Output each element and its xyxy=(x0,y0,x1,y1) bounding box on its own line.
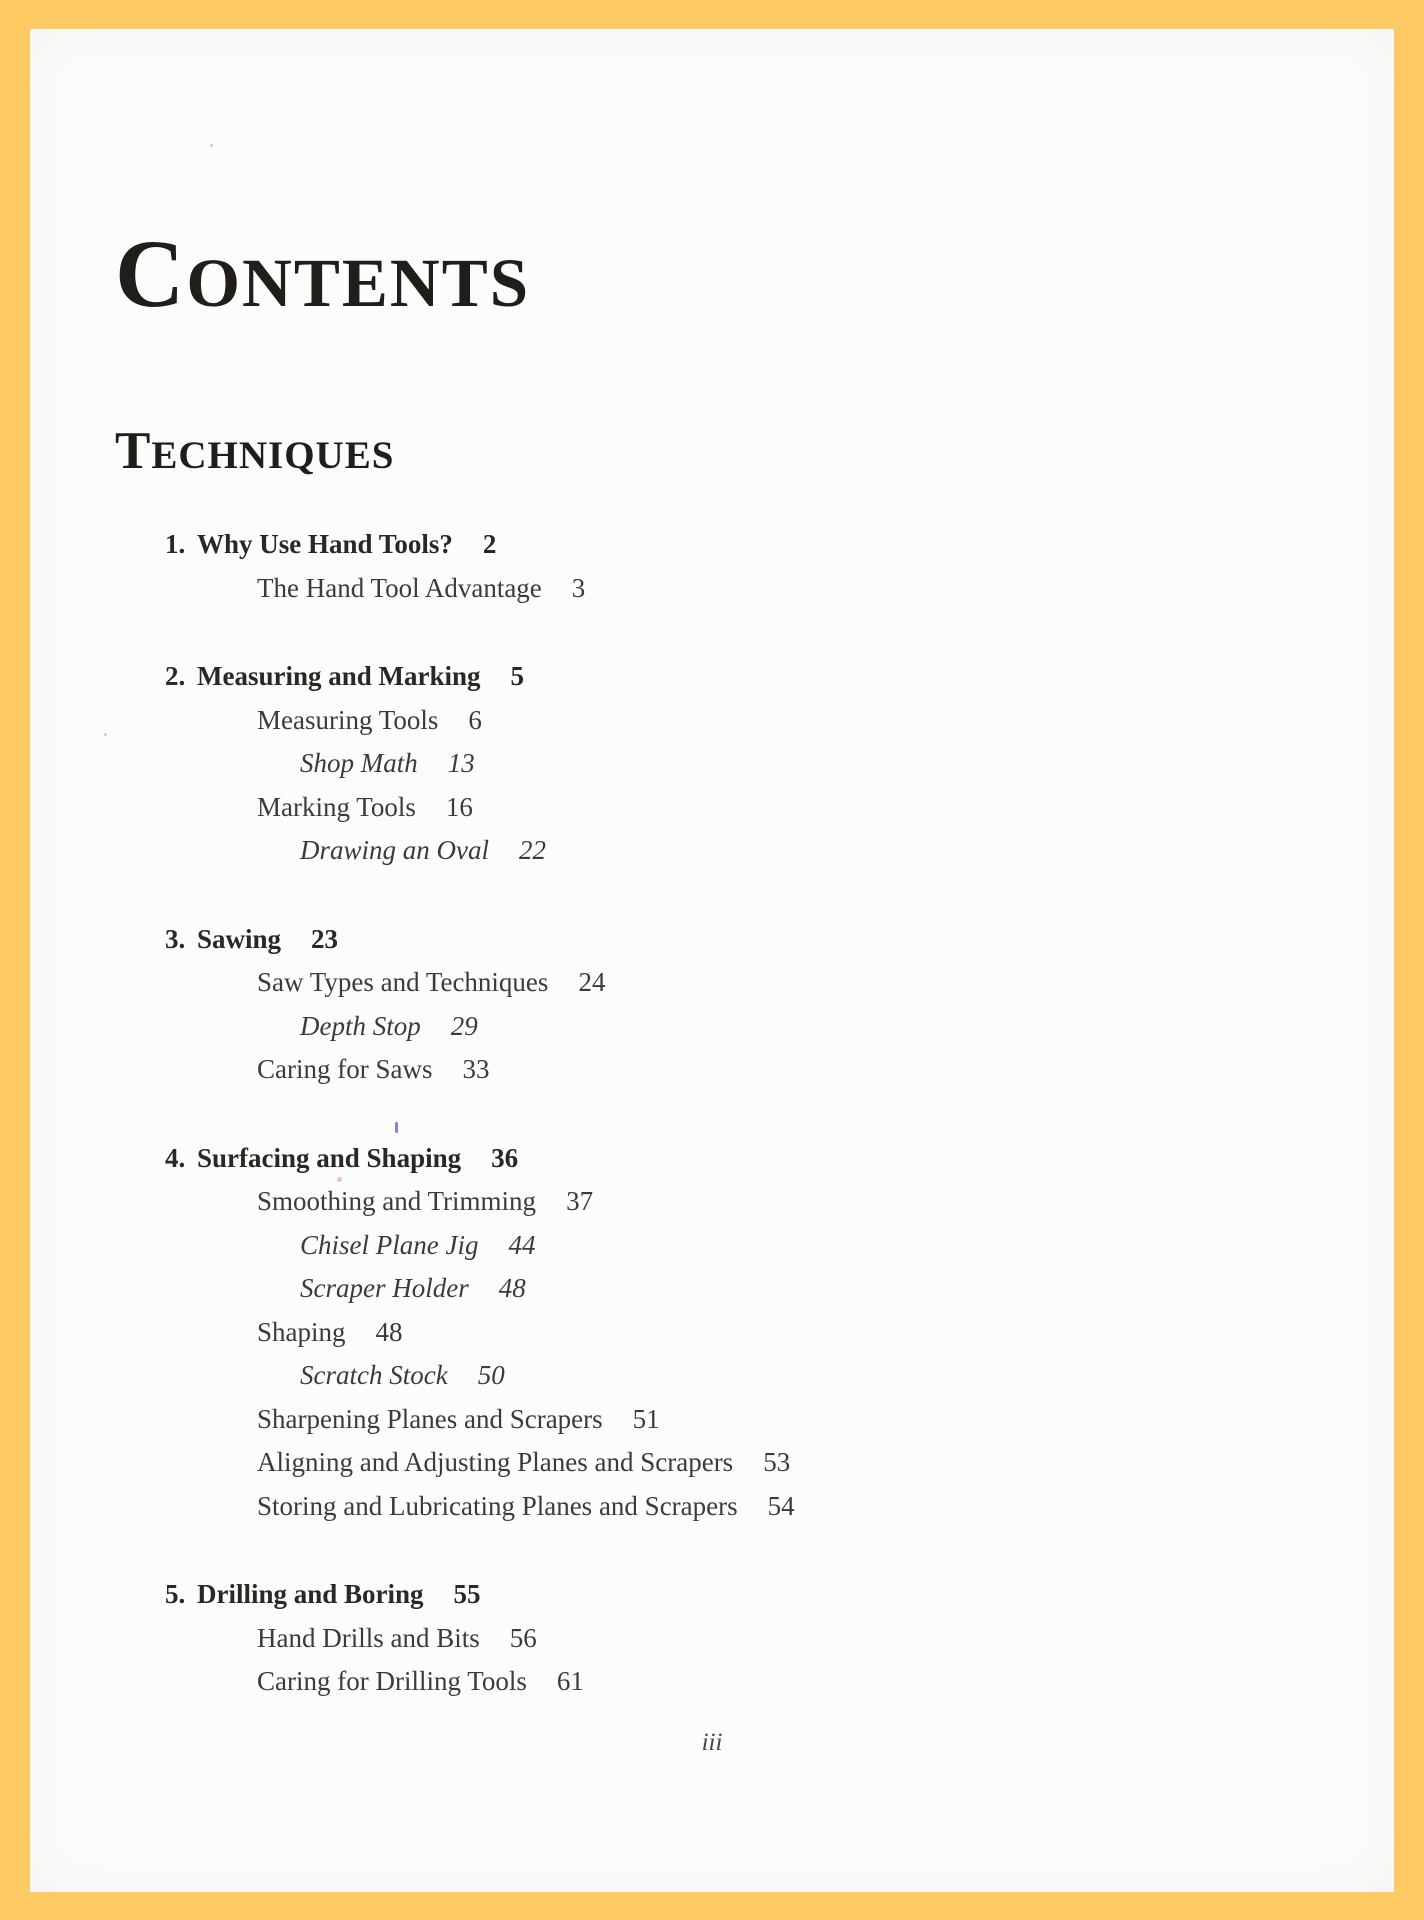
toc-entry-row xyxy=(30,1485,1394,1529)
chapter-page-number: 55 xyxy=(453,1579,481,1609)
page-surface xyxy=(30,29,1394,1892)
entry-page-number: 61 xyxy=(556,1666,584,1696)
chapter-number: 1. xyxy=(165,529,186,559)
entry-page-number: 33 xyxy=(462,1054,490,1084)
toc-entry-row xyxy=(30,1005,1394,1049)
toc-chapter xyxy=(30,918,1394,1092)
entry-label: Measuring Tools xyxy=(257,704,439,735)
entry-label: Drawing an Oval xyxy=(300,835,489,865)
chapter-title: Drilling and Boring xyxy=(197,1579,424,1609)
page-folio: iii xyxy=(701,1729,723,1756)
entry-label: Scratch Stock xyxy=(300,1360,448,1390)
entry-page-number: 50 xyxy=(477,1360,505,1390)
entry-page-number: 48 xyxy=(498,1273,526,1303)
toc-entry-row xyxy=(30,742,1394,786)
toc-chapter xyxy=(30,1573,1394,1704)
toc-entry-row xyxy=(30,1048,1394,1092)
entry-label: Aligning and Adjusting Planes and Scrapers xyxy=(257,1447,734,1477)
toc-entry-row xyxy=(30,1180,1394,1224)
page-title-initial: C xyxy=(115,220,187,327)
entry-page-number: 22 xyxy=(519,835,546,865)
entry-label: Saw Types and Techniques xyxy=(257,967,549,997)
section-heading-rest: ECHNIQUES xyxy=(151,434,395,477)
chapter-row xyxy=(30,655,1394,699)
entry-page-number: 13 xyxy=(447,748,475,778)
entry-page-number: 54 xyxy=(767,1490,795,1521)
entry-page-number: 3 xyxy=(571,572,586,603)
chapter-number: 5. xyxy=(165,1579,186,1609)
toc-entry-row xyxy=(30,1398,1394,1442)
toc-entry-row xyxy=(30,1311,1394,1355)
chapter-page-number: 36 xyxy=(491,1142,519,1173)
scan-artifact xyxy=(104,733,107,736)
chapter-row xyxy=(30,918,1394,962)
toc-entry-row xyxy=(30,699,1394,743)
entry-label: Caring for Drilling Tools xyxy=(257,1666,527,1696)
toc-entry-row xyxy=(30,1224,1394,1268)
entry-page-number: 48 xyxy=(375,1316,403,1347)
entry-page-number: 16 xyxy=(445,791,473,822)
entry-page-number: 29 xyxy=(450,1010,478,1041)
entry-page-number: 24 xyxy=(578,967,606,997)
chapter-row xyxy=(30,1137,1394,1181)
section-heading-initial: T xyxy=(115,422,152,480)
entry-page-number: 6 xyxy=(468,704,482,735)
entry-label: Caring for Saws xyxy=(257,1054,433,1084)
entry-label: Smoothing and Trimming xyxy=(257,1186,537,1216)
toc-entry-row xyxy=(30,829,1394,873)
entry-page-number: 56 xyxy=(509,1622,537,1653)
toc-entry-row xyxy=(30,1354,1394,1398)
chapter-row xyxy=(30,523,1394,567)
toc-entry-row xyxy=(30,1660,1394,1704)
chapter-page-number: 23 xyxy=(311,923,339,954)
entry-label: Hand Drills and Bits xyxy=(257,1622,480,1653)
toc-entry-row xyxy=(30,786,1394,830)
entry-label: The Hand Tool Advantage xyxy=(257,572,542,603)
entry-label: Chisel Plane Jig xyxy=(300,1229,479,1260)
toc-entry-row xyxy=(30,1617,1394,1661)
entry-label: Depth Stop xyxy=(300,1010,421,1041)
toc-entry-row xyxy=(30,1441,1394,1485)
toc-entry-row xyxy=(30,961,1394,1005)
chapter-title: Surfacing and Shaping xyxy=(197,1142,462,1173)
chapter-number: 2. xyxy=(165,661,186,691)
toc-list xyxy=(30,523,1394,1704)
chapter-title: Sawing xyxy=(197,923,282,954)
toc-chapter xyxy=(30,1137,1394,1529)
chapter-number: 4. xyxy=(165,1142,186,1173)
entry-label: Scraper Holder xyxy=(300,1273,469,1303)
toc-chapter xyxy=(30,523,1394,610)
scan-artifact xyxy=(337,1177,342,1182)
chapter-title: Why Use Hand Tools? xyxy=(197,529,453,559)
chapter-row xyxy=(30,1573,1394,1617)
page-title-rest: ONTENTS xyxy=(186,245,531,321)
page-title xyxy=(115,220,531,327)
entry-label: Shop Math xyxy=(300,748,418,778)
scan-artifact xyxy=(210,144,213,147)
section-heading-techniques xyxy=(115,422,395,480)
entry-label: Marking Tools xyxy=(257,791,416,822)
entry-page-number: 53 xyxy=(763,1447,791,1477)
entry-label: Shaping xyxy=(257,1316,346,1347)
entry-page-number: 44 xyxy=(508,1229,536,1260)
scan-artifact xyxy=(395,1122,398,1133)
chapter-page-number: 5 xyxy=(510,661,525,691)
entry-label: Sharpening Planes and Scrapers xyxy=(257,1403,603,1434)
entry-page-number: 37 xyxy=(566,1186,594,1216)
entry-label: Storing and Lubricating Planes and Scrapers xyxy=(257,1490,738,1521)
chapter-page-number: 2 xyxy=(482,529,497,559)
toc-entry-row xyxy=(30,1267,1394,1311)
chapter-number: 3. xyxy=(165,923,186,954)
chapter-title: Measuring and Marking xyxy=(197,661,481,691)
entry-page-number: 51 xyxy=(632,1403,660,1434)
toc-entry-row xyxy=(30,567,1394,611)
toc-chapter xyxy=(30,655,1394,873)
